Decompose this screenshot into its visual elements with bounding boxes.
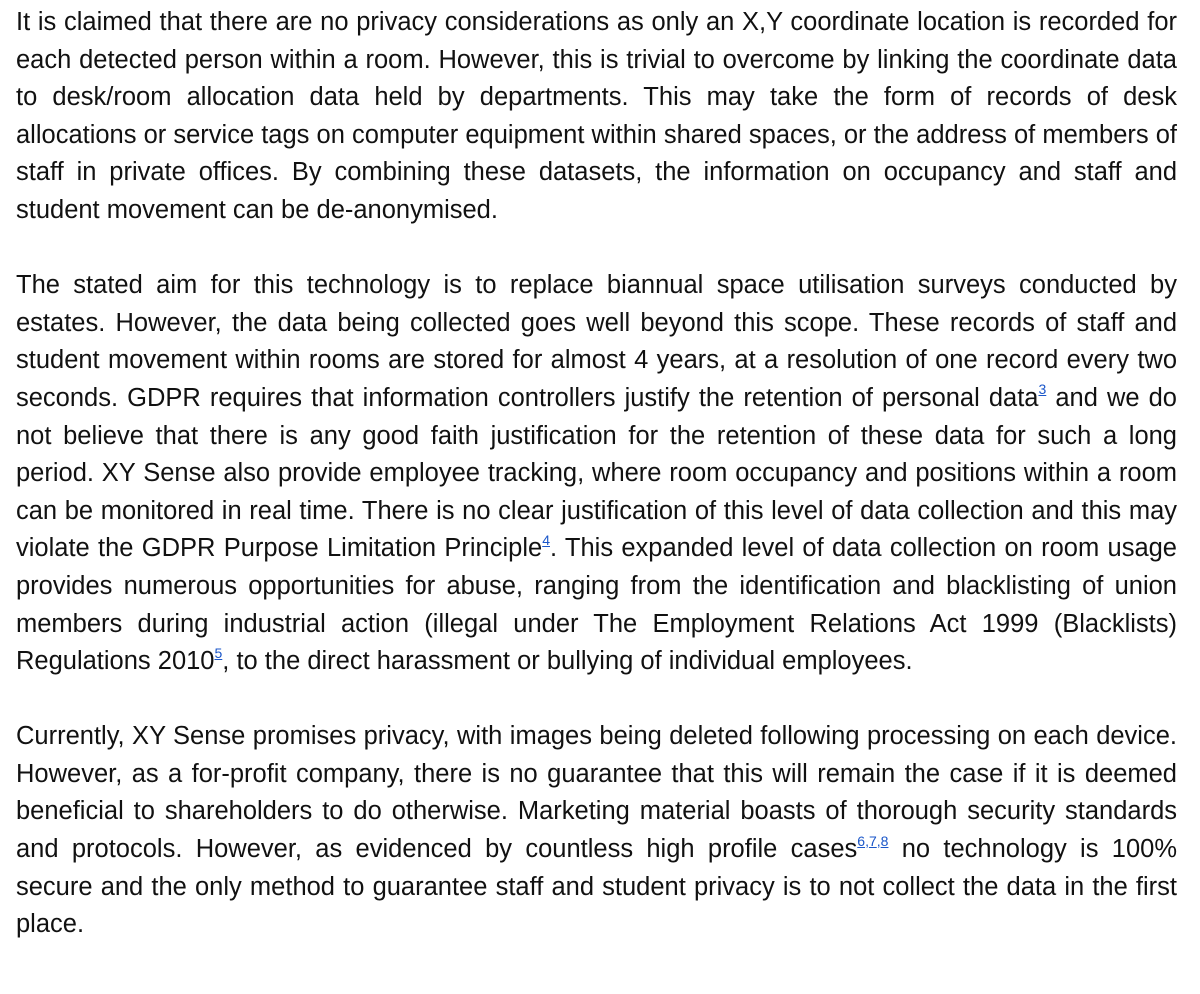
- footnote-reference-3: [1038, 381, 1046, 397]
- footnote-separator: ,: [865, 832, 869, 849]
- paragraph-data-retention: [16, 267, 1177, 681]
- footnote-reference-4: [542, 532, 550, 548]
- footnote-link-8[interactable]: 8: [880, 832, 889, 849]
- paragraph-text-segment: The stated aim for this technology is to replace biannual space utilisation surveys conducted by estates. However, the data being collected goes well beyond this scope. These records of staff and student movement within rooms are stored for almost 4 years, at a resolution of one record every two seconds. GDPR requires that information controllers justify the retention of personal data: [16, 271, 1177, 412]
- footnote-separator: ,: [876, 832, 881, 849]
- document-body: [16, 4, 1177, 944]
- paragraph-text-segment: . This expanded level of data collection on room usage provides numerous opportunities for abuse, ranging from the identification and blacklisting of union members during industrial action (illegal under The Employment Relations Act 1999 (Blacklists) Regulations 2010: [16, 534, 1177, 676]
- footnote-reference-5: [214, 645, 222, 661]
- paragraph-text: It is claimed that there are no privacy considerations as only an X,Y coordinate location is recorded for each detected person within a room. However, this is trivial to overcome by linking the coordinate data to desk/room allocation data held by departments. This may take the form of records of desk allocations or service tags on computer equipment within shared spaces, or the address of members of staff in private offices. By combining these datasets, the information on occupancy and staff and student movement can be de-anonymised.: [16, 8, 1177, 224]
- paragraph-security-promises: [16, 718, 1177, 944]
- footnote-link-7[interactable]: 7: [868, 832, 877, 849]
- footnote-link-3[interactable]: 3: [1038, 381, 1047, 398]
- paragraph-coordinate-privacy: [16, 4, 1177, 230]
- footnote-link-4[interactable]: 4: [542, 531, 550, 548]
- paragraph-text-segment: no technology is 100% secure and the only method to guarantee staff and student privacy is to not collect the data in the first place.: [16, 835, 1177, 939]
- footnote-link-6[interactable]: 6: [857, 832, 866, 849]
- paragraph-text-segment: , to the direct harassment or bullying of individual employees.: [222, 647, 913, 676]
- paragraph-text-segment: and we do not believe that there is any good faith justification for the retention of these data for such a long period. XY Sense also provide employee tracking, where room occupancy and positions within a room can be monitored in real time. There is no clear justification of this level of data collection and this may violate the GDPR Purpose Limitation Principle: [16, 383, 1177, 563]
- footnote-link-5[interactable]: 5: [214, 644, 223, 661]
- paragraph-text-segment: Currently, XY Sense promises privacy, with images being deleted following processing on each device. However, as a for-profit company, there is no guarantee that this will remain the case if it is deemed beneficial to shareholders to do otherwise. Marketing material boasts of thorough security standards and protocols. However, as evidenced by countless high profile cases: [16, 722, 1177, 864]
- footnote-reference-group: [857, 833, 888, 849]
